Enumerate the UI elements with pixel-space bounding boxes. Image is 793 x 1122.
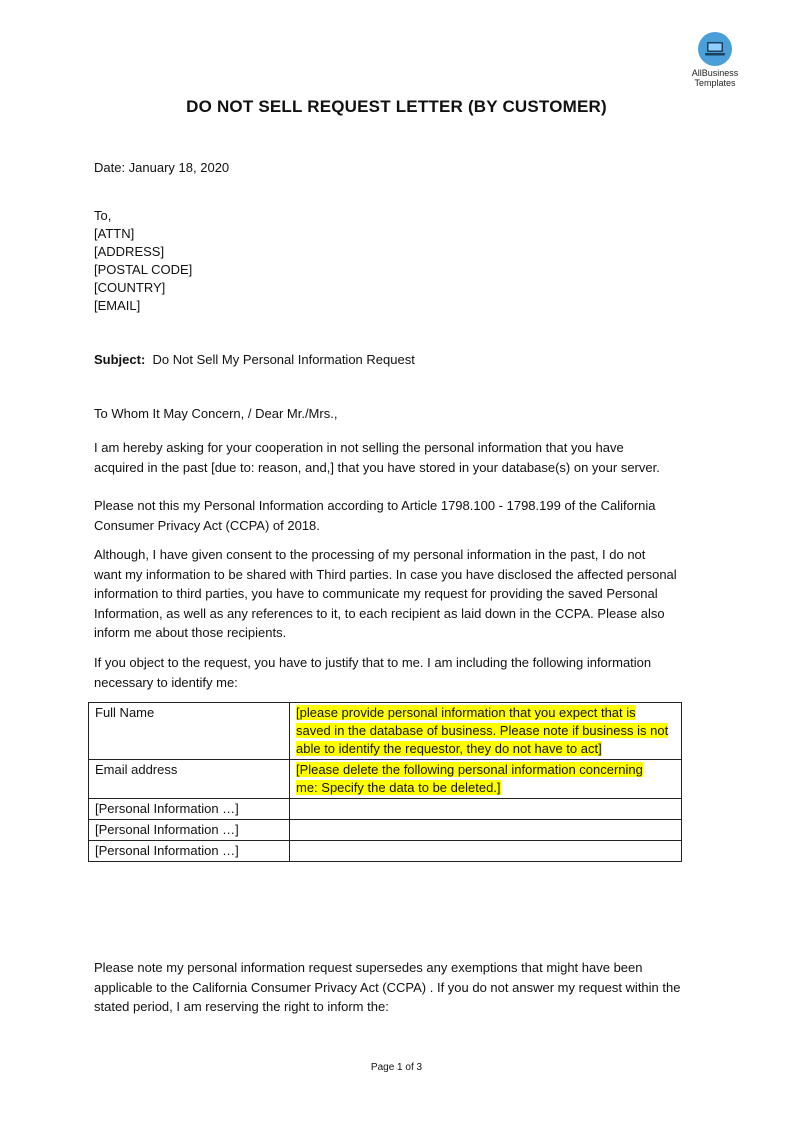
table-cell-value[interactable]: [please provide personal information that you expect that is saved in the database of business. Please note if business is not able to identify the requestor, they do not have to act] xyxy=(290,703,682,760)
table-row xyxy=(89,820,682,841)
paragraph-5: Please note my personal information request supersedes any exemptions that might have been applicable to the California Consumer Privacy Act (CCPA) . If you do not answer my request within the stated period, I am reserving the right to inform the: xyxy=(94,960,681,1014)
table-cell-label: [Personal Information …] xyxy=(89,820,290,841)
subject-text: Do Not Sell My Personal Information Request xyxy=(152,352,415,367)
subject-label: Subject: xyxy=(94,352,146,367)
table-cell-label: [Personal Information …] xyxy=(89,841,290,862)
recipient-postal-code: [POSTAL CODE] xyxy=(94,262,193,277)
recipient-email: [EMAIL] xyxy=(94,298,141,313)
table-row xyxy=(89,799,682,820)
document-title: DO NOT SELL REQUEST LETTER (BY CUSTOMER) xyxy=(186,97,607,116)
table-cell-label: Email address xyxy=(89,760,290,799)
table-cell-label: Full Name xyxy=(89,703,290,760)
paragraph-3: Although, I have given consent to the processing of my personal information in the past, I do not want my information to be shared with Third parties. In case you have disclosed the affected personal information to third parties, you have to communicate my request for providing the saved Personal Information, as well as any references to it, to each recipient as laid down in the CCPA. Please also inform me about those recipients. xyxy=(94,547,677,640)
laptop-icon xyxy=(698,32,732,66)
table-row xyxy=(89,841,682,862)
table-cell-value[interactable]: [Please delete the following personal information concerning me: Specify the data to be deleted.] xyxy=(290,760,682,799)
letter-date: Date: January 18, 2020 xyxy=(94,160,230,175)
table-cell-value[interactable] xyxy=(290,799,682,820)
recipient-to: To, xyxy=(94,208,112,223)
table-row xyxy=(89,760,682,799)
subject-line xyxy=(94,351,415,369)
table-cell-value[interactable] xyxy=(290,820,682,841)
logo-text: AllBusiness Templates xyxy=(691,68,739,88)
recipient-country: [COUNTRY] xyxy=(94,280,166,295)
paragraph-2: Please not this my Personal Information according to Article 1798.100 - 1798.199 of the California Consumer Privacy Act (CCPA) of 2018. xyxy=(94,498,656,533)
table-cell-value[interactable] xyxy=(290,841,682,862)
table-cell-label: [Personal Information …] xyxy=(89,799,290,820)
page-footer: Page 1 of 3 xyxy=(370,1062,423,1073)
table-row xyxy=(89,703,682,760)
recipient-address: [ADDRESS] xyxy=(94,244,165,259)
paragraph-4: If you object to the request, you have to justify that to me. I am including the following information necessary to identify me: xyxy=(94,655,652,690)
recipient-attn: [ATTN] xyxy=(94,226,135,241)
allbusiness-logo xyxy=(682,32,748,88)
identification-table xyxy=(88,702,682,862)
salutation: To Whom It May Concern, / Dear Mr./Mrs., xyxy=(94,406,338,421)
paragraph-1: I am hereby asking for your cooperation in not selling the personal information that you have acquired in the past [due to: reason, and,] that you have stored in your database(s) on your server. xyxy=(94,440,660,475)
